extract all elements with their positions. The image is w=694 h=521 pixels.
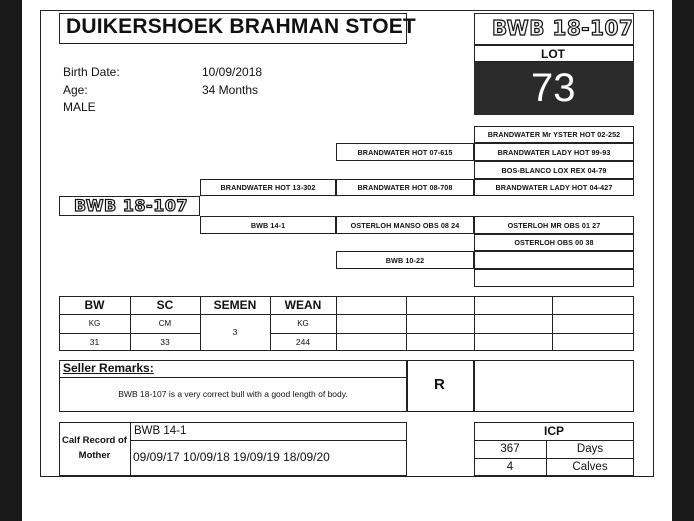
pedigree-g2-1: BRANDWATER HOT 13-302 xyxy=(200,179,336,196)
pedigree-g2-2: BWB 14-1 xyxy=(200,216,336,234)
stats-unit-sc: CM xyxy=(158,319,172,328)
stats-unit-bw: KG xyxy=(88,319,101,328)
icp-title: ICP xyxy=(543,424,564,438)
lot-code: BWB 18-107 xyxy=(492,16,634,40)
age-label: Age: xyxy=(63,83,88,97)
stats-header-bw: BW xyxy=(84,298,105,312)
lot-label: LOT xyxy=(541,47,565,61)
icp-days-value: 367 xyxy=(500,443,520,455)
pedigree-g3-2: BRANDWATER HOT 08-708 xyxy=(336,179,474,196)
birth-date-label: Birth Date: xyxy=(63,65,120,79)
remarks-title: Seller Remarks: xyxy=(63,361,154,375)
calf-record-dates: 09/09/17 10/09/18 19/09/19 18/09/20 xyxy=(133,450,330,464)
pedigree-g4-7 xyxy=(474,251,634,269)
page-title: DUIKERSHOEK BRAHMAN STOET xyxy=(66,15,416,38)
icp-days-label: Days xyxy=(576,443,604,455)
calf-record-label: Calf Record of Mother xyxy=(62,435,127,461)
calf-record-mother: BWB 14-1 xyxy=(134,425,187,437)
remarks-text: BWB 18-107 is a very correct bull with a good length of body. xyxy=(118,389,348,399)
pedigree-g4-5: OSTERLOH MR OBS 01 27 xyxy=(474,216,634,234)
extra-remarks-box xyxy=(474,360,634,412)
lot-card xyxy=(22,0,672,521)
stats-value-bw: 31 xyxy=(89,337,100,347)
pedigree-g4-4: BRANDWATER LADY HOT 04-427 xyxy=(474,179,634,196)
stats-value-wean: 244 xyxy=(295,337,311,347)
stats-value-semen: 3 xyxy=(232,327,238,337)
pedigree-g3-3: OSTERLOH MANSO OBS 08 24 xyxy=(336,216,474,234)
icp-calves-value: 4 xyxy=(506,461,514,473)
age-value: 34 Months xyxy=(202,83,259,97)
pedigree-g4-3: BOS-BLANCO LOX REX 04-79 xyxy=(474,161,634,179)
lot-number: 73 xyxy=(531,66,576,110)
icp-calves-label: Calves xyxy=(572,461,608,473)
pedigree-g3-1: BRANDWATER HOT 07-615 xyxy=(336,143,474,161)
stats-header-wean: WEAN xyxy=(284,298,322,312)
pedigree-g4-2: BRANDWATER LADY HOT 99-93 xyxy=(474,143,634,161)
pedigree-g4-8 xyxy=(474,269,634,287)
stats-value-sc: 33 xyxy=(160,337,170,347)
stats-header-sc: SC xyxy=(156,298,174,312)
stats-header-semen: SEMEN xyxy=(213,298,257,312)
stats-unit-wean: KG xyxy=(297,319,309,328)
pedigree-g4-6: OSTERLOH OBS 00 38 xyxy=(474,234,634,251)
pedigree-g4-1: BRANDWATER Mr YSTER HOT 02-252 xyxy=(474,126,634,143)
birth-date-value: 10/09/2018 xyxy=(202,65,263,79)
sex-value: MALE xyxy=(63,100,96,114)
grade-value: R xyxy=(434,376,445,393)
pedigree-g3-4: BWB 10-22 xyxy=(336,251,474,269)
pedigree-animal: BWB 18-107 xyxy=(74,196,189,215)
